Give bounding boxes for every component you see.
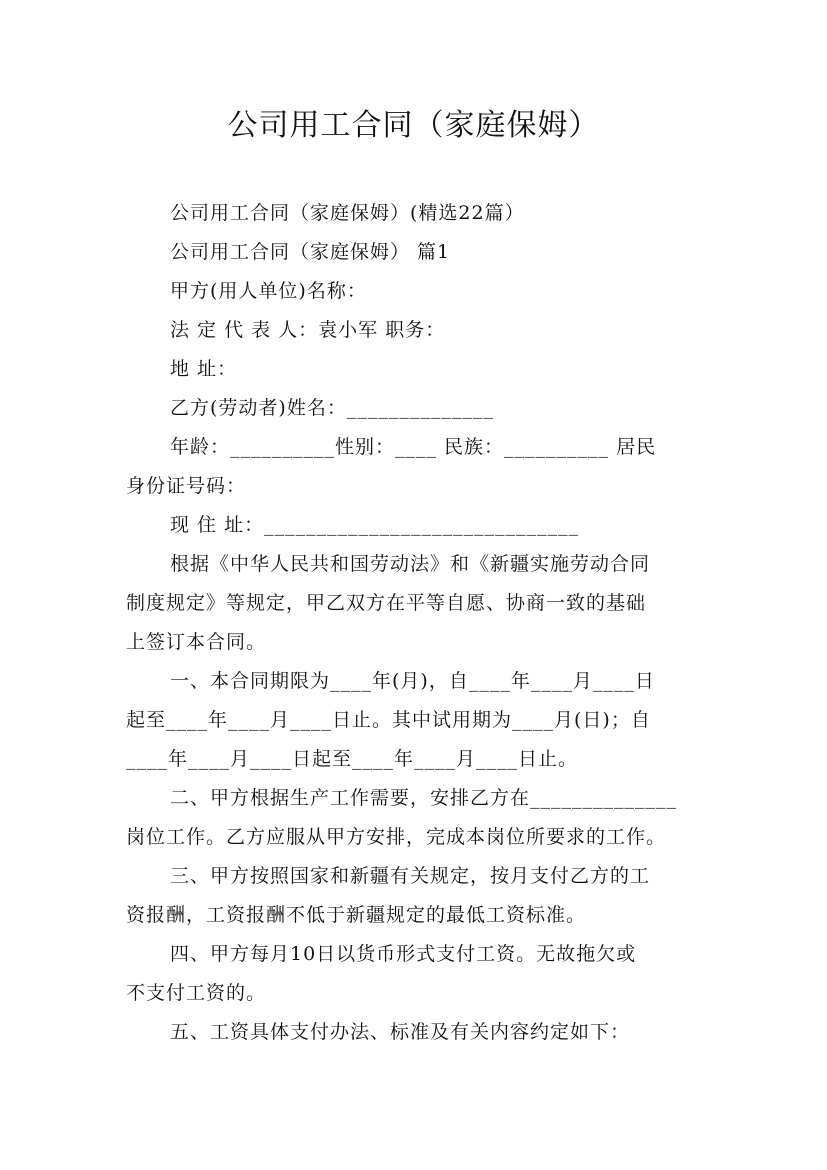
subtitle-line: 公司用工合同（家庭保姆）(精选22篇） [170,202,525,224]
age-gender-line: 年龄：__________性别：____ 民族：__________ 居民 [170,436,657,458]
clause-1-line: 起至____年____月____日止。其中试用期为____月(日)；自 [126,709,651,731]
clause-1-line: ____年____月____日起至____年____月____日止。 [126,748,579,770]
party-a-name-line: 甲方(用人单位)名称： [170,280,367,302]
section-heading: 公司用工合同（家庭保姆） 篇1 [170,241,451,263]
paragraph-line: 制度规定》等规定，甲乙双方在平等自愿、协商一致的基础 [126,592,647,614]
clause-2-line: 岗位工作。乙方应服从甲方安排，完成本岗位所要求的工作。 [126,826,667,848]
current-address-line: 现 住 址：______________________________ [170,514,580,536]
id-number-line: 身份证号码： [126,475,247,497]
legal-representative-line: 法 定 代 表 人：袁小军 职务： [170,319,446,341]
clause-1-line: 一、本合同期限为____年(月)，自____年____月____日 [170,670,655,692]
clause-3-line: 三、甲方按照国家和新疆有关规定，按月支付乙方的工 [170,865,651,887]
address-line: 地 址： [170,358,238,380]
clause-2-line: 二、甲方根据生产工作需要，安排乙方在______________ [170,787,678,809]
party-b-name-line: 乙方(劳动者)姓名：______________ [170,397,494,419]
clause-3-line: 资报酬，工资报酬不低于新疆规定的最低工资标准。 [126,904,587,926]
clause-4-line: 不支付工资的。 [126,982,267,1004]
clause-4-line: 四、甲方每月10日以货币形式支付工资。无故拖欠或 [170,943,637,965]
paragraph-line: 根据《中华人民共和国劳动法》和《新疆实施劳动合同 [170,553,651,575]
clause-5-line: 五、工资具体支付办法、标准及有关内容约定如下： [170,1021,631,1043]
document-title: 公司用工合同（家庭保姆） [227,108,600,143]
paragraph-line: 上签订本合同。 [126,631,267,653]
